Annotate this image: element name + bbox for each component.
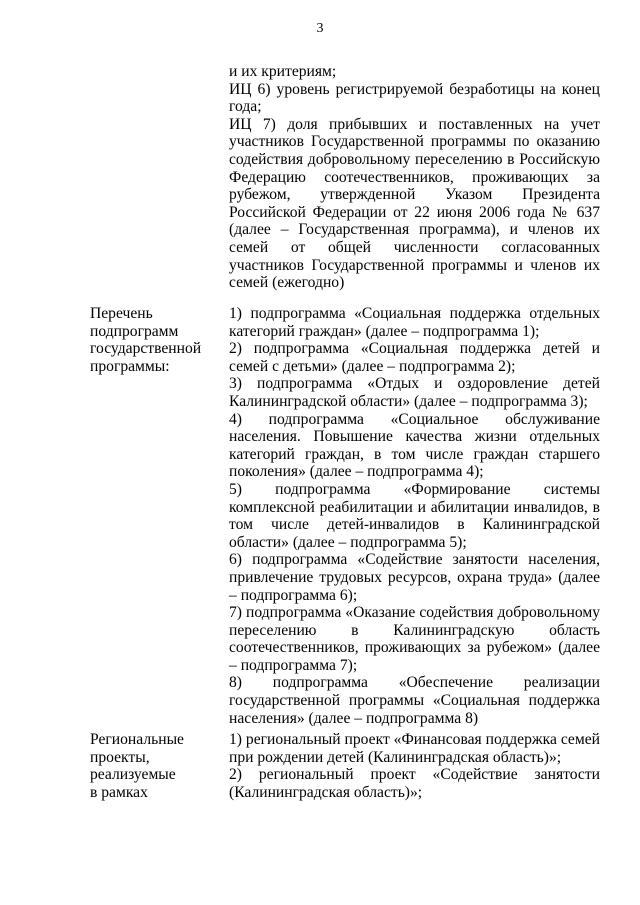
regional-label-line: в рамках: [90, 783, 148, 801]
regional-label-line: реализуемые: [90, 766, 176, 784]
subprogram-item: 5) подпрограмма «Формирование системы комплексной реабилитации и абилитации инвалидов, в том числе детей-инвалидов в Калининградской области» (далее – подпрограмма 5);: [229, 480, 600, 551]
subprograms-label-line: Перечень: [90, 305, 153, 322]
subprograms-label: [90, 305, 208, 375]
subprograms-label-line: подпрограмм: [90, 322, 179, 340]
regional-projects-label: [90, 731, 208, 801]
indicator-7: ИЦ 7) доля прибывших и поставленных на учет участников Государственной программы по оказанию содействия добровольному переселению в Российскую Федерацию соотечественников, проживающих за рубежом, утвержденной Указом Президента Российской Федерации от 22 июня 2006 года № 637 (далее – Государственная программа), и членов их семей от общей численности согласованных участников Государственной программы и членов их семей (ежегодно): [229, 115, 600, 292]
subprograms-label-line: государственной: [90, 340, 202, 358]
subprogram-item: 8) подпрограмма «Обеспечение реализации государственной программы «Социальная поддержка населения» (далее – подпрограмма 8): [229, 674, 600, 727]
subprogram-item: 3) подпрограмма «Отдых и оздоровление детей Калининградской области» (далее – подпрограмма 3);: [229, 375, 600, 410]
regional-label-line: Региональные: [90, 731, 184, 748]
regional-project-item: 1) региональный проект «Финансовая поддержка семей при рождении детей (Калининградская область)»;: [229, 731, 600, 766]
regional-label-line: проекты,: [90, 748, 150, 766]
intro-block: [229, 63, 600, 292]
subprograms-label-line: программы:: [90, 357, 170, 375]
subprogram-item: 7) подпрограмма «Оказание содействия добровольному переселению в Калининградскую область соотечественников, проживающих за рубежом» (далее – подпрограмма 7);: [229, 604, 600, 674]
subprogram-item: 6) подпрограмма «Содействие занятости населения, привлечение трудовых ресурсов, охрана труда» (далее – подпрограмма 6);: [229, 551, 600, 604]
regional-project-item: 2) региональный проект «Содействие занятости (Калининградская область)»;: [229, 766, 600, 801]
subprograms-list: [229, 305, 600, 727]
subprogram-item: 1) подпрограмма «Социальная поддержка отдельных категорий граждан» (далее – подпрограмма 1);: [229, 305, 600, 340]
subprogram-item: 4) подпрограмма «Социальное обслуживание населения. Повышение качества жизни отдельных категорий граждан, в том числе граждан старшего поколения» (далее – подпрограмма 4);: [229, 410, 600, 481]
criteria-ending: и их критериям;: [229, 63, 337, 80]
indicator-6: ИЦ 6) уровень регистрируемой безработицы на конец года;: [229, 80, 600, 116]
subprogram-item: 2) подпрограмма «Социальная поддержка детей и семей с детьми» (далее – подпрограмма 2);: [229, 340, 600, 375]
page-number: 3: [316, 21, 324, 36]
regional-projects-list: [229, 731, 600, 801]
